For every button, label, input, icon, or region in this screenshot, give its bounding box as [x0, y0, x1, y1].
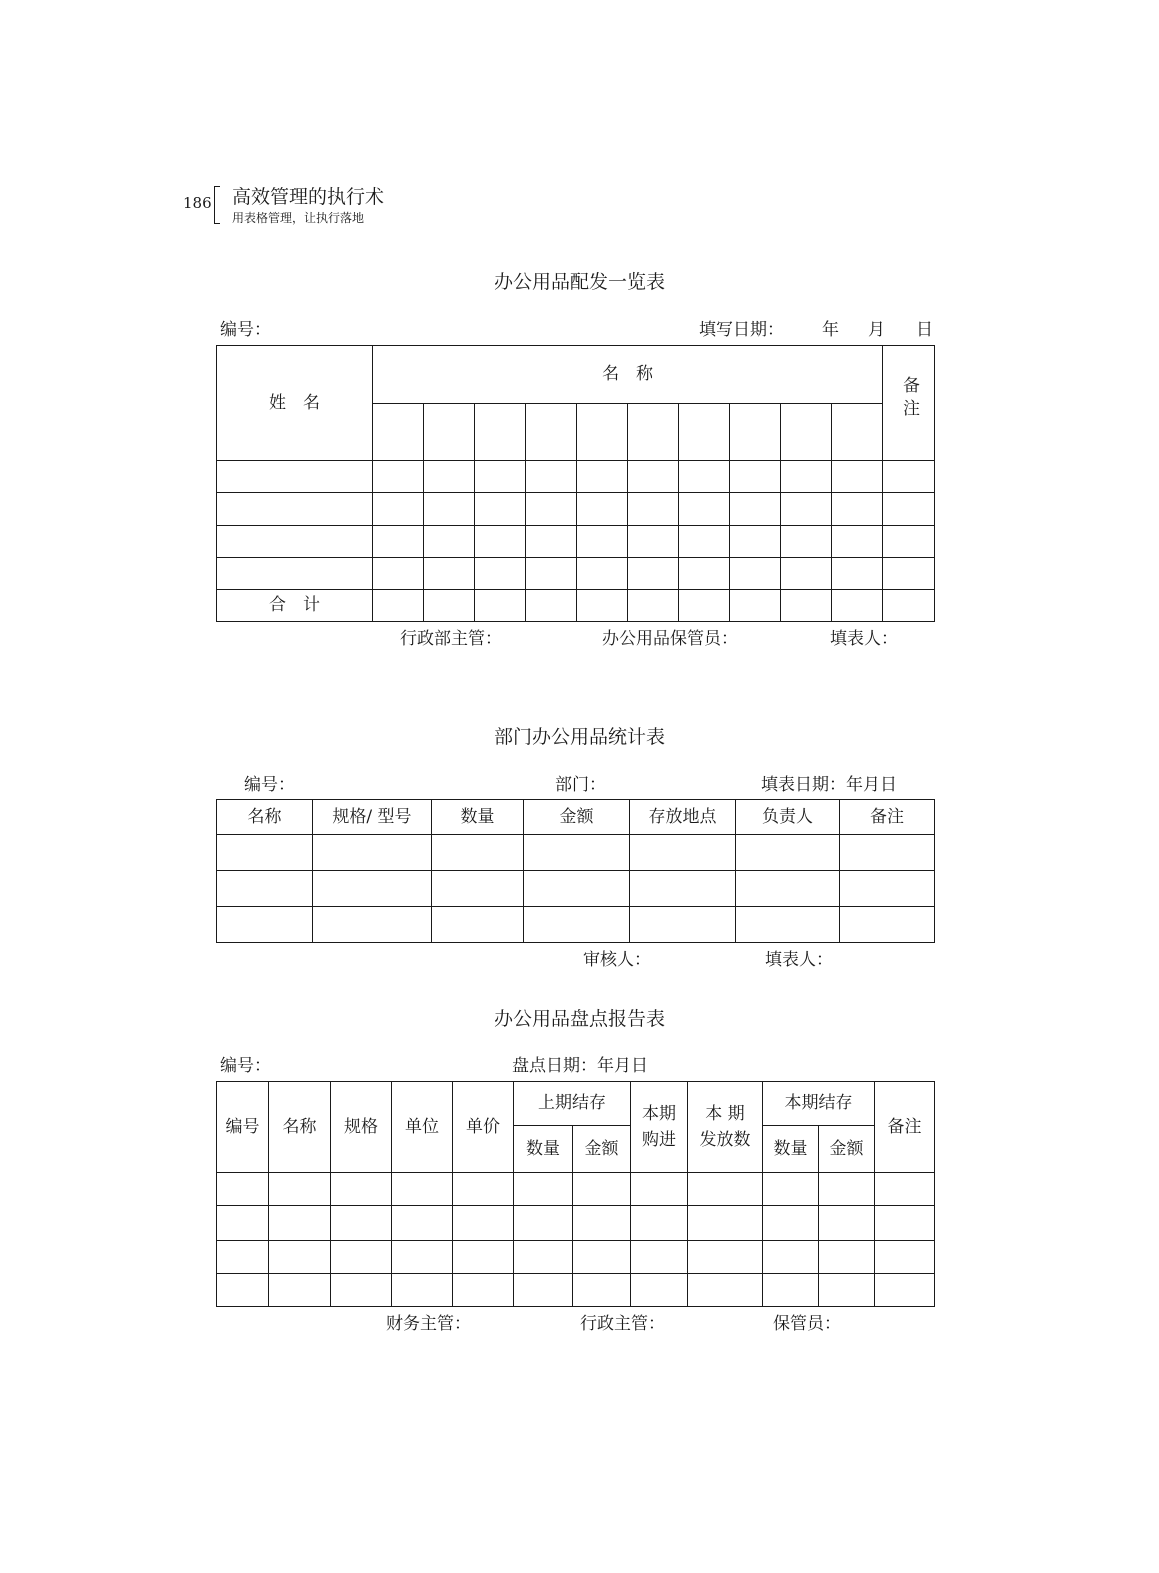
form1-cell[interactable] [883, 558, 935, 590]
form3-cell[interactable] [688, 1274, 763, 1307]
form2-date-label: 填表日期：年月日 [761, 775, 897, 795]
form2-cell[interactable] [217, 835, 313, 871]
form1-cell[interactable] [628, 558, 679, 590]
form2-cell[interactable] [630, 835, 736, 871]
form1-cell[interactable] [526, 461, 577, 493]
form1-cell[interactable] [577, 526, 628, 558]
form1-cell[interactable] [217, 526, 373, 558]
form3-cell[interactable] [269, 1173, 331, 1206]
form3-col-curr-balance: 本期结存 [763, 1082, 875, 1126]
form3-cell[interactable] [631, 1173, 688, 1206]
form2-number-label: 编号： [244, 775, 295, 795]
form3-col-spec: 规格 [331, 1082, 392, 1173]
form1-cell[interactable] [883, 461, 935, 493]
form3-cell[interactable] [269, 1206, 331, 1241]
form1-item-cell[interactable] [526, 404, 577, 461]
form1-item-cell[interactable] [832, 404, 883, 461]
form3-cell[interactable] [631, 1206, 688, 1241]
form3-cell[interactable] [269, 1241, 331, 1274]
form3-cell[interactable] [514, 1241, 573, 1274]
table-row [217, 835, 935, 871]
form1-sign-admin-head: 行政部主管： [400, 629, 502, 649]
form1-cell[interactable] [781, 526, 832, 558]
form3-cell[interactable] [763, 1241, 819, 1274]
form3-cell[interactable] [819, 1274, 875, 1307]
form1-cell[interactable] [883, 526, 935, 558]
form2-col-owner: 负责人 [736, 800, 840, 835]
form3-cell[interactable] [514, 1173, 573, 1206]
form1-cell[interactable] [832, 558, 883, 590]
header-bracket [214, 186, 220, 224]
table-row [217, 1206, 935, 1241]
form1-cell[interactable] [628, 526, 679, 558]
form1-month: 月 [868, 320, 885, 340]
form1-cell[interactable] [577, 590, 628, 622]
form1-cell[interactable] [679, 558, 730, 590]
form2-title: 部门办公用品统计表 [493, 726, 665, 748]
form1-item-cell[interactable] [781, 404, 832, 461]
form1-cell[interactable] [628, 493, 679, 526]
form1-cell[interactable] [373, 558, 424, 590]
form2-cell[interactable] [524, 907, 630, 943]
form2-col-location: 存放地点 [630, 800, 736, 835]
form3-cell[interactable] [331, 1241, 392, 1274]
form1-cell[interactable] [526, 493, 577, 526]
form1-cell[interactable] [577, 558, 628, 590]
form1-total-row [217, 590, 935, 622]
form3-issued-label: 本 期 发放数 [699, 1103, 751, 1150]
form3-cell[interactable] [217, 1241, 269, 1274]
form3-col-remark: 备注 [875, 1082, 935, 1173]
form1-cell[interactable] [217, 558, 373, 590]
form3-cell[interactable] [453, 1241, 514, 1274]
form3-cell[interactable] [763, 1173, 819, 1206]
form3-number-label: 编号： [220, 1056, 271, 1076]
form3-cell[interactable] [392, 1274, 453, 1307]
table-row [217, 461, 935, 493]
form3-cell[interactable] [688, 1173, 763, 1206]
form3-cell[interactable] [217, 1206, 269, 1241]
form3-cell[interactable] [875, 1241, 935, 1274]
form3-cell[interactable] [631, 1274, 688, 1307]
form2-sign-reviewer: 审核人： [583, 950, 651, 970]
form3-cell[interactable] [688, 1206, 763, 1241]
form3-sign-admin-head: 行政主管： [580, 1314, 665, 1334]
form1-cell[interactable] [526, 558, 577, 590]
form1-cell[interactable] [730, 461, 781, 493]
form3-header-row [217, 1082, 935, 1126]
form3-cell[interactable] [453, 1274, 514, 1307]
form2-cell[interactable] [736, 907, 840, 943]
form2-cell[interactable] [524, 835, 630, 871]
form1-item-cell[interactable] [679, 404, 730, 461]
form3-table [216, 1081, 935, 1307]
form1-cell[interactable] [526, 590, 577, 622]
form1-cell[interactable] [217, 493, 373, 526]
form3-curr-amount: 金额 [819, 1126, 875, 1173]
form1-cell[interactable] [373, 590, 424, 622]
form3-cell[interactable] [573, 1241, 631, 1274]
form3-cell[interactable] [331, 1173, 392, 1206]
form3-cell[interactable] [453, 1173, 514, 1206]
form1-item-cell[interactable] [475, 404, 526, 461]
form1-cell[interactable] [628, 590, 679, 622]
form2-cell[interactable] [736, 835, 840, 871]
form1-cell[interactable] [883, 590, 935, 622]
book-subtitle: 用表格管理，让执行落地 [232, 211, 365, 225]
form3-col-issued [688, 1082, 763, 1173]
form3-cell[interactable] [573, 1274, 631, 1307]
form1-cell[interactable] [475, 461, 526, 493]
form3-cell[interactable] [392, 1173, 453, 1206]
form1-cell[interactable] [475, 493, 526, 526]
form1-item-cell[interactable] [424, 404, 475, 461]
form3-cell[interactable] [392, 1206, 453, 1241]
form3-date-label: 盘点日期：年月日 [512, 1056, 648, 1076]
table-row [217, 1274, 935, 1307]
form3-cell[interactable] [688, 1241, 763, 1274]
form2-cell[interactable] [313, 871, 432, 907]
form3-cell[interactable] [269, 1274, 331, 1307]
form3-cell[interactable] [514, 1274, 573, 1307]
form1-total-label: 合 计 [217, 590, 373, 622]
form1-cell[interactable] [628, 461, 679, 493]
form3-prev-amount: 金额 [573, 1126, 631, 1173]
form1-cell[interactable] [526, 526, 577, 558]
form3-curr-qty: 数量 [763, 1126, 819, 1173]
form1-cell[interactable] [424, 590, 475, 622]
form1-remark-label: 备注 [898, 376, 919, 423]
form2-cell[interactable] [432, 907, 524, 943]
form1-cell[interactable] [832, 493, 883, 526]
form2-table [216, 799, 935, 943]
form2-cell[interactable] [217, 907, 313, 943]
form2-col-remark: 备注 [840, 800, 935, 835]
form1-cell[interactable] [424, 526, 475, 558]
form3-cell[interactable] [875, 1173, 935, 1206]
form3-cell[interactable] [763, 1206, 819, 1241]
form3-cell[interactable] [331, 1206, 392, 1241]
form1-cell[interactable] [475, 558, 526, 590]
form3-col-name: 名称 [269, 1082, 331, 1173]
form3-prev-qty: 数量 [514, 1126, 573, 1173]
form3-cell[interactable] [217, 1274, 269, 1307]
form3-cell[interactable] [514, 1206, 573, 1241]
form1-remark-header [883, 346, 935, 461]
form3-cell[interactable] [573, 1206, 631, 1241]
form3-col-number: 编号 [217, 1082, 269, 1173]
form2-cell[interactable] [630, 871, 736, 907]
table-row [217, 526, 935, 558]
form1-day: 日 [916, 320, 933, 340]
form1-cell[interactable] [781, 558, 832, 590]
form1-cell[interactable] [217, 461, 373, 493]
form1-cell[interactable] [373, 526, 424, 558]
form3-sign-keeper: 保管员： [773, 1314, 841, 1334]
form2-cell[interactable] [217, 871, 313, 907]
form1-year: 年 [822, 320, 839, 340]
form3-purchase-label: 本期购进 [641, 1103, 676, 1150]
form1-cell[interactable] [424, 558, 475, 590]
form3-cell[interactable] [819, 1173, 875, 1206]
form3-col-price: 单价 [453, 1082, 514, 1173]
form2-cell[interactable] [630, 907, 736, 943]
form2-cell[interactable] [432, 835, 524, 871]
form2-col-amount: 金额 [524, 800, 630, 835]
form3-cell[interactable] [453, 1206, 514, 1241]
form1-cell[interactable] [832, 590, 883, 622]
form1-cell[interactable] [373, 461, 424, 493]
form1-cell[interactable] [832, 526, 883, 558]
form1-items-header: 名 称 [373, 346, 883, 404]
form3-cell[interactable] [331, 1274, 392, 1307]
form1-cell[interactable] [475, 590, 526, 622]
form3-cell[interactable] [631, 1241, 688, 1274]
form2-cell[interactable] [313, 835, 432, 871]
form1-cell[interactable] [679, 526, 730, 558]
form2-col-name: 名称 [217, 800, 313, 835]
form3-cell[interactable] [819, 1206, 875, 1241]
form1-item-cell[interactable] [628, 404, 679, 461]
form3-cell[interactable] [819, 1241, 875, 1274]
form1-cell[interactable] [730, 590, 781, 622]
form1-cell[interactable] [730, 526, 781, 558]
book-title: 高效管理的执行术 [232, 186, 385, 208]
form1-cell[interactable] [781, 461, 832, 493]
form1-cell[interactable] [781, 493, 832, 526]
form2-sign-filler: 填表人： [765, 950, 833, 970]
form1-table [216, 345, 935, 622]
form3-cell[interactable] [392, 1241, 453, 1274]
form1-name-header: 姓 名 [217, 346, 373, 461]
form1-cell[interactable] [883, 493, 935, 526]
form2-cell[interactable] [736, 871, 840, 907]
form1-cell[interactable] [424, 493, 475, 526]
form1-cell[interactable] [373, 493, 424, 526]
form3-title: 办公用品盘点报告表 [493, 1008, 665, 1030]
table-row [217, 558, 935, 590]
form1-cell[interactable] [832, 461, 883, 493]
form1-cell[interactable] [679, 461, 730, 493]
table-row [217, 1241, 935, 1274]
form3-col-prev-balance: 上期结存 [514, 1082, 631, 1126]
table-row [217, 1173, 935, 1206]
form2-col-spec: 规格/ 型号 [313, 800, 432, 835]
form1-sign-filler: 填表人： [830, 629, 898, 649]
form3-cell[interactable] [875, 1274, 935, 1307]
form3-cell[interactable] [875, 1206, 935, 1241]
form1-cell[interactable] [679, 590, 730, 622]
form1-cell[interactable] [730, 558, 781, 590]
form1-number-label: 编号： [220, 320, 271, 340]
form1-cell[interactable] [577, 493, 628, 526]
form2-cell[interactable] [840, 907, 935, 943]
page-number: 186 [183, 194, 212, 212]
form3-col-unit: 单位 [392, 1082, 453, 1173]
form3-cell[interactable] [217, 1173, 269, 1206]
form1-cell[interactable] [475, 526, 526, 558]
form1-item-cell[interactable] [373, 404, 424, 461]
form2-cell[interactable] [524, 871, 630, 907]
form1-title: 办公用品配发一览表 [493, 271, 665, 293]
table-row [217, 871, 935, 907]
form2-header-row [217, 800, 935, 835]
form1-cell[interactable] [424, 461, 475, 493]
table-row [217, 907, 935, 943]
table-row [217, 493, 935, 526]
form1-item-cell[interactable] [730, 404, 781, 461]
form3-col-purchase [631, 1082, 688, 1173]
form2-dept-label: 部门： [555, 775, 606, 795]
form3-cell[interactable] [763, 1274, 819, 1307]
form1-cell[interactable] [781, 590, 832, 622]
form1-sign-keeper: 办公用品保管员： [602, 629, 738, 649]
form1-date-label: 填写日期： [699, 320, 784, 340]
form2-cell[interactable] [840, 835, 935, 871]
form1-cell[interactable] [679, 493, 730, 526]
form1-cell[interactable] [577, 461, 628, 493]
form3-sign-finance-head: 财务主管： [386, 1314, 471, 1334]
form2-cell[interactable] [840, 871, 935, 907]
form2-col-qty: 数量 [432, 800, 524, 835]
form1-cell[interactable] [730, 493, 781, 526]
form1-item-cell[interactable] [577, 404, 628, 461]
form2-cell[interactable] [313, 907, 432, 943]
form3-cell[interactable] [573, 1173, 631, 1206]
form2-cell[interactable] [432, 871, 524, 907]
